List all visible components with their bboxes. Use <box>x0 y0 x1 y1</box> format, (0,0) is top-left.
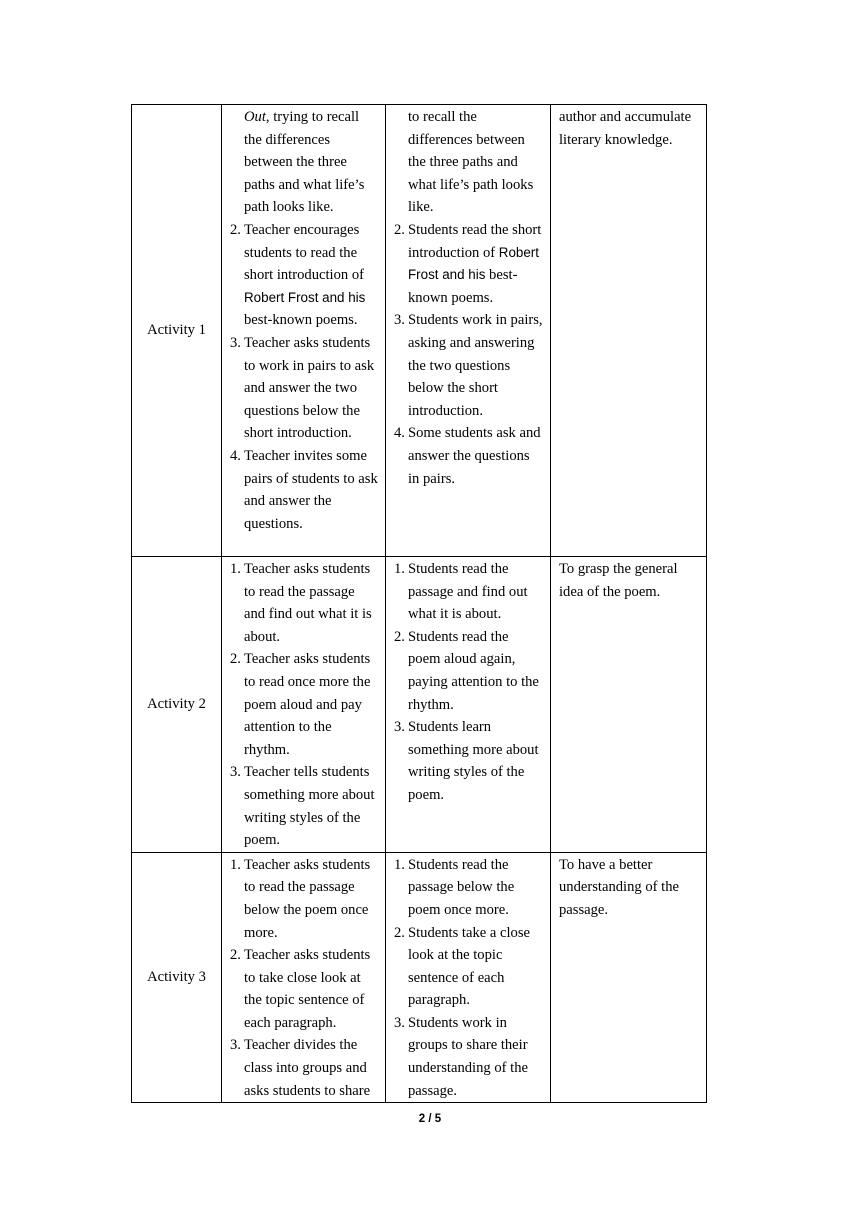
student-steps-list <box>386 853 550 1103</box>
activity-label-cell <box>132 105 222 557</box>
list-item: 4. Some students ask and answer the questions in pairs. <box>394 425 541 487</box>
list-item: 3. Students work in groups to share their understanding of the passage. <box>394 1014 528 1099</box>
list-item: 3. Teacher asks students to work in pairs to ask and answer the two questions below the short introduction. <box>230 334 375 442</box>
table-row <box>132 852 707 1103</box>
table-row <box>132 557 707 853</box>
student-activity-cell <box>386 557 551 853</box>
list-item: 2. Teacher encourages students to read the short introduction of Robert Frost and his best-known poems. <box>230 221 366 329</box>
list-item: 1. Teacher asks students to read the passage below the poem once more. <box>230 856 371 941</box>
teacher-activity-cell <box>222 105 386 557</box>
table-row <box>132 105 707 557</box>
objective-cell <box>551 105 707 557</box>
objective-cell <box>551 852 707 1103</box>
activity-label: Activity 1 <box>147 322 206 339</box>
list-item: 1. Students read the passage below the poem once more. <box>394 856 515 918</box>
objective-text: To have a better understanding of the passage. <box>559 856 679 918</box>
list-item: 2. Students read the poem aloud again, paying attention to the rhythm. <box>394 628 539 713</box>
author-name-text: Robert Frost and his <box>244 289 366 305</box>
teacher-activity-cell <box>222 557 386 853</box>
lesson-plan-table <box>131 104 707 1103</box>
student-steps-list <box>386 557 550 807</box>
list-item: 1. Students read the passage and find out what it is about. <box>394 561 528 623</box>
student-activity-cell <box>386 852 551 1103</box>
objective-text: To grasp the general idea of the poem. <box>559 561 678 600</box>
list-item: 2. Students take a close look at the topic sentence of each paragraph. <box>394 924 530 1009</box>
teacher-steps-list <box>222 105 385 535</box>
list-item: to recall the differences between the three paths and what life’s path looks like. <box>408 109 534 216</box>
activity-label: Activity 2 <box>147 696 206 713</box>
list-item: 2. Students read the short introduction of Robert Frost and his best-known poems. <box>394 221 542 306</box>
objective-cell <box>551 557 707 853</box>
author-name-text: Robert Frost and his <box>408 244 539 283</box>
activity-label-cell <box>132 557 222 853</box>
student-activity-cell <box>386 105 551 557</box>
teacher-steps-list <box>222 557 385 852</box>
teacher-activity-cell <box>222 852 386 1103</box>
list-item: 2. Teacher asks students to take close look at the topic sentence of each paragraph. <box>230 947 371 1031</box>
list-item: 3. Students work in pairs, asking and answering the two questions below the short introduction. <box>394 312 543 419</box>
list-item: Out, trying to recall the differences between the three paths and what life’s path looks like. <box>244 109 365 216</box>
list-item: 3. Students learn something more about writing styles of the poem. <box>394 719 539 803</box>
list-item: 4. Teacher invites some pairs of students to ask and answer the questions. <box>230 447 378 532</box>
objective-text: author and accumulate literary knowledge. <box>559 109 692 148</box>
page-number: 2 / 5 <box>418 1113 442 1125</box>
list-item: 2. Teacher asks students to read once more the poem aloud and pay attention to the rhythm. <box>230 651 371 758</box>
list-item: 3. Teacher tells students something more about writing styles of the poem. <box>230 764 375 849</box>
activity-label: Activity 3 <box>147 969 206 986</box>
italic-text: Out <box>244 109 266 125</box>
teacher-steps-list <box>222 853 385 1103</box>
list-item: 1. Teacher asks students to read the passage and find out what it is about. <box>230 561 372 645</box>
activity-label-cell <box>132 852 222 1103</box>
student-steps-list <box>386 105 550 490</box>
list-item: 3. Teacher divides the class into groups and asks students to share <box>230 1037 371 1099</box>
